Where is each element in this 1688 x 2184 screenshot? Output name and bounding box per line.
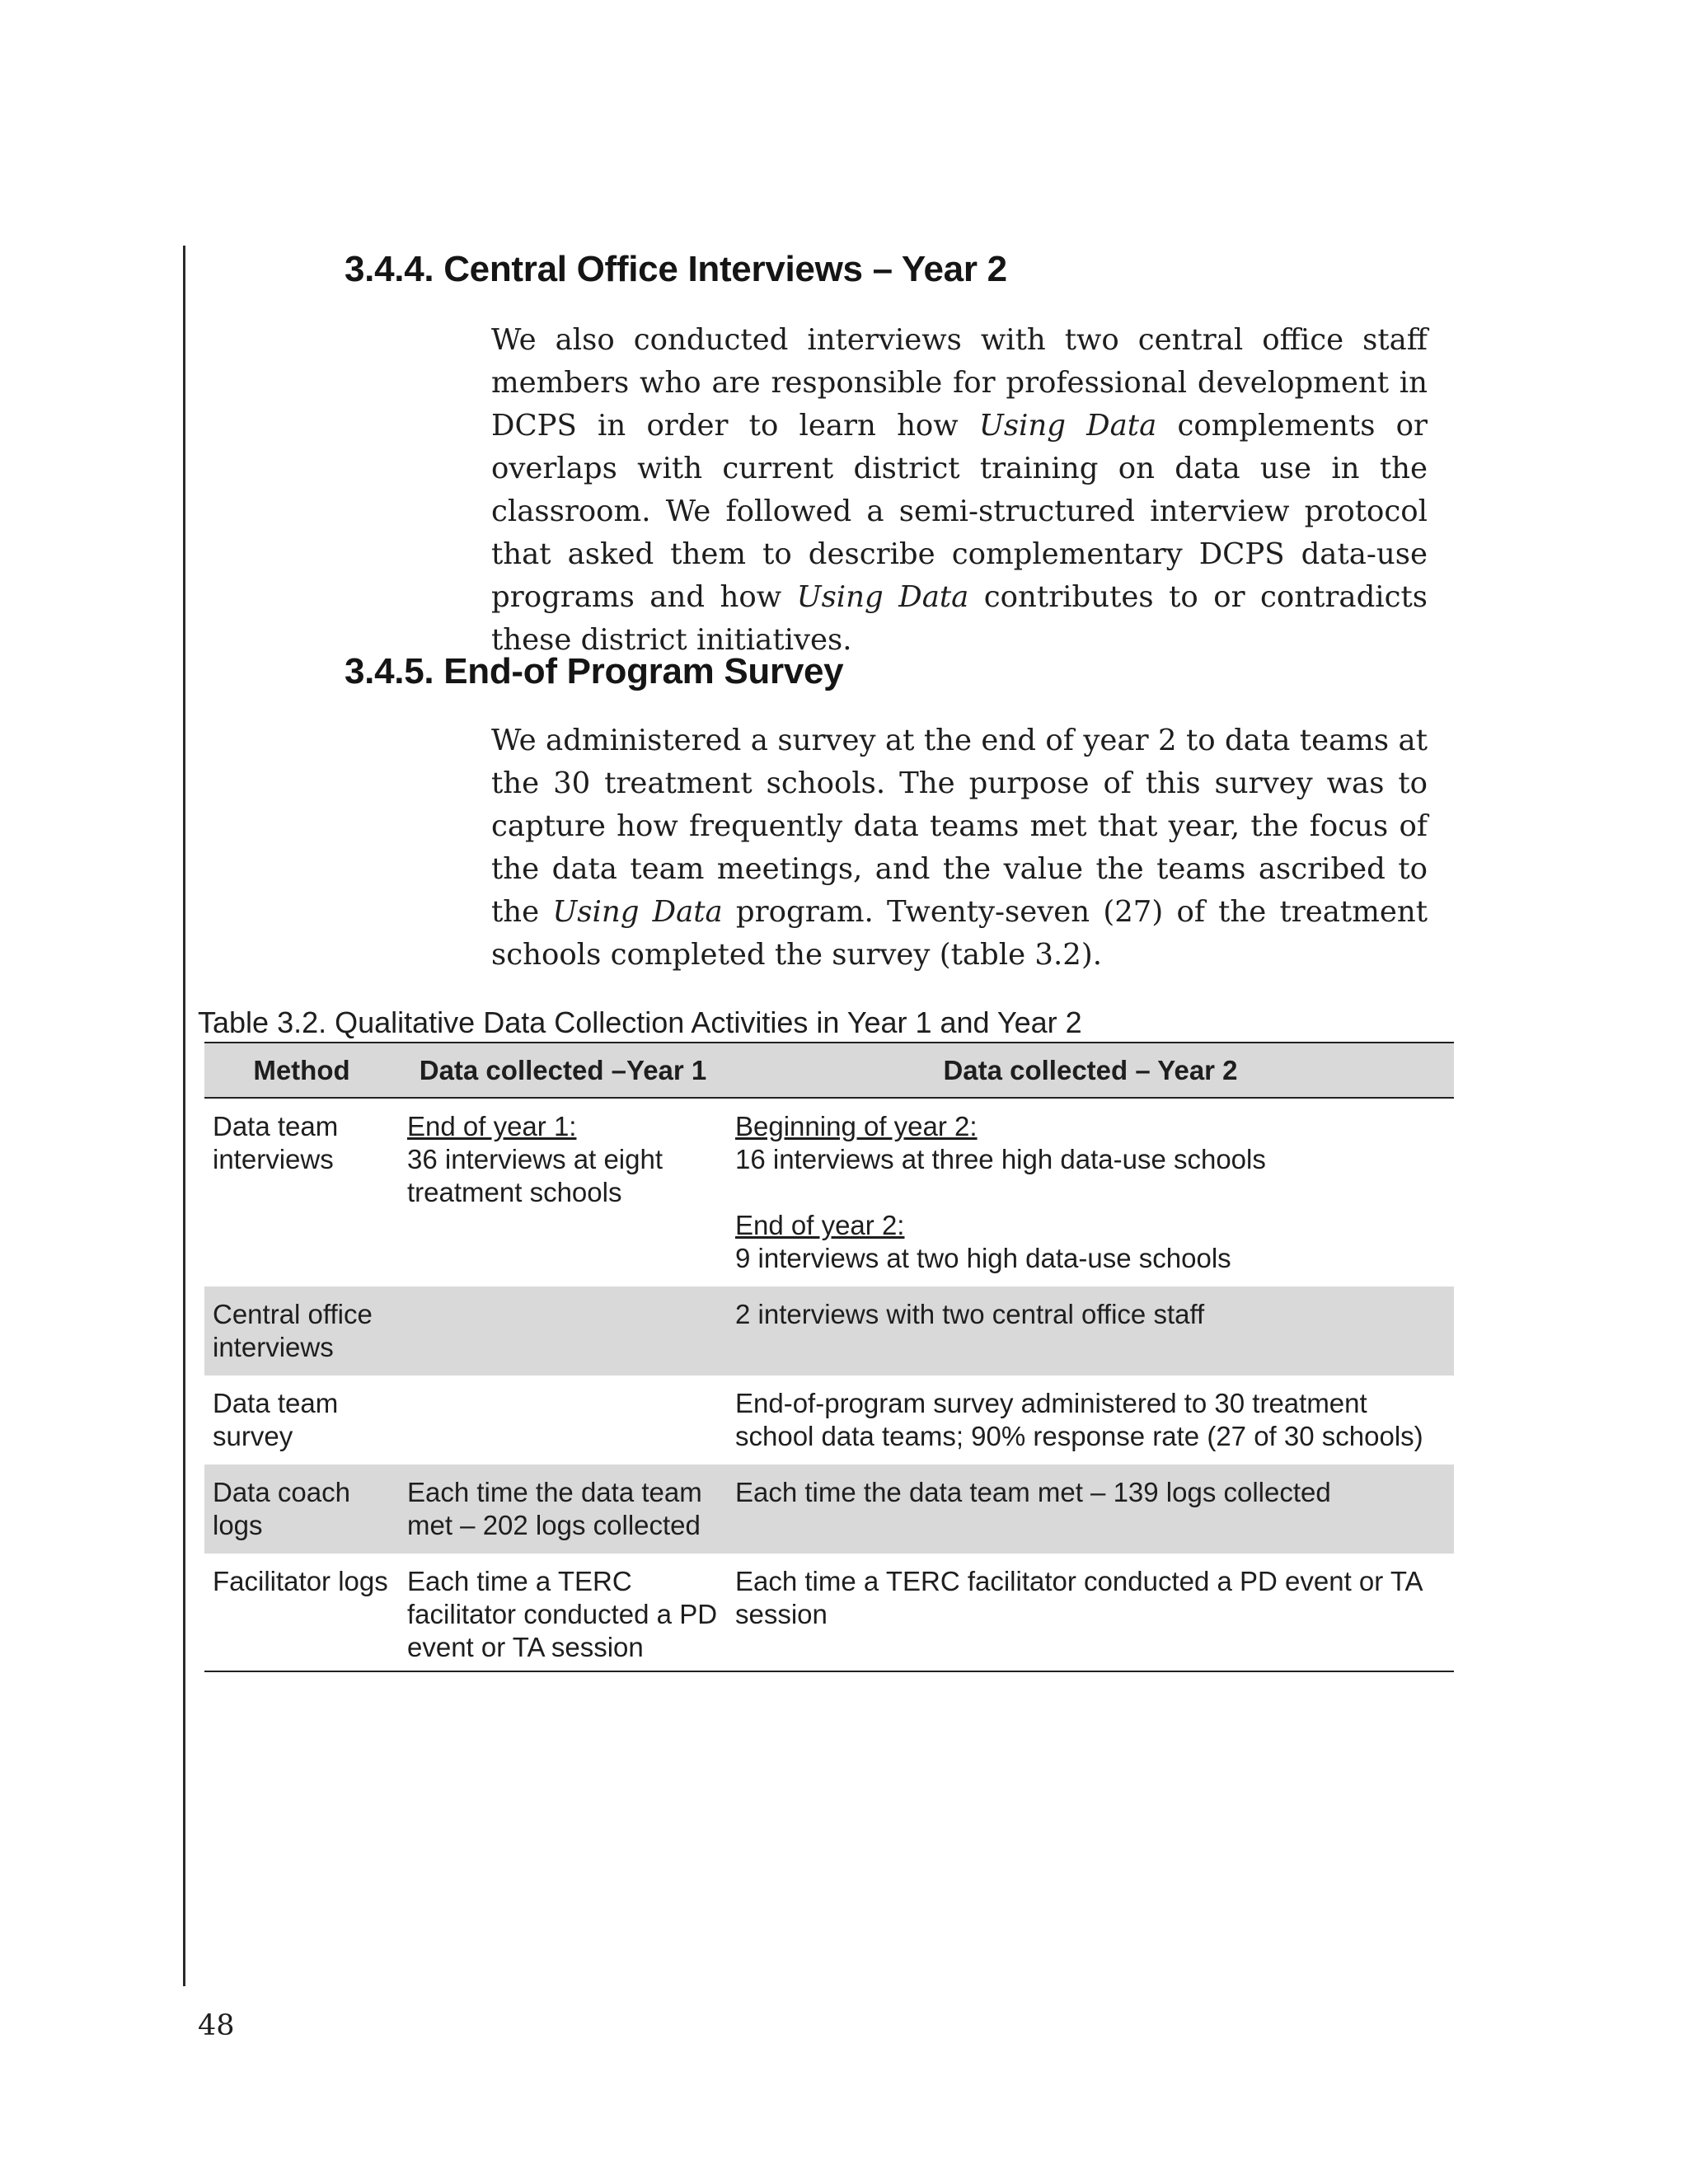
cell-text: 36 interviews at eight treatment schools [407, 1144, 663, 1207]
cell-year1 [399, 1376, 727, 1465]
cell-spacer [735, 1176, 1446, 1209]
section-paragraph-3-4-5 [491, 719, 1428, 977]
cell-year2: Each time the data team met – 139 logs collected [727, 1465, 1454, 1554]
cell-method: Data coach logs [204, 1465, 399, 1554]
table-row [204, 1098, 1454, 1286]
italic-title: Using Data [796, 580, 969, 614]
column-header-year2: Data collected – Year 2 [727, 1043, 1454, 1098]
cell-year2 [727, 1098, 1454, 1286]
column-header-method: Method [204, 1043, 399, 1098]
cell-year1: Each time a TERC facilitator conducted a PD event or TA session [399, 1554, 727, 1671]
section-heading-3-4-4: 3.4.4. Central Office Interviews – Year 2 [345, 249, 1007, 289]
paragraph-text: program. Twenty-seven (27) of the treatment schools completed the survey (table 3.2). [491, 895, 1428, 972]
cell-year2: End-of-program survey administered to 30 treatment school data teams; 90% response rate (27 of 30 schools) [735, 1388, 1423, 1451]
cell-subheading: End of year 1: [407, 1111, 577, 1141]
data-collection-table [204, 1042, 1454, 1672]
column-header-year1: Data collected –Year 1 [399, 1043, 727, 1098]
section-paragraph-3-4-4 [491, 319, 1428, 662]
cell-method: Data team interviews [213, 1111, 339, 1174]
cell-method: Central office interviews [204, 1286, 399, 1376]
page-number: 48 [198, 2009, 235, 2042]
italic-title: Using Data [978, 409, 1157, 443]
paragraph-text: We administered a survey at the end of year 2 to data teams at the 30 treatment schools. The purpose of this survey was to capture how frequently data teams met that year, the focus of the data team meetings, and the value the teams ascribed to the [491, 724, 1428, 929]
table-row [204, 1376, 1454, 1465]
section-heading-3-4-5: 3.4.5. End-of Program Survey [345, 651, 844, 691]
table-header-row [204, 1043, 1454, 1098]
cell-subheading: Beginning of year 2: [735, 1111, 978, 1141]
cell-method: Facilitator logs [204, 1554, 399, 1671]
italic-title: Using Data [552, 895, 723, 929]
cell-year2: 2 interviews with two central office staff [727, 1286, 1454, 1376]
cell-year1 [399, 1286, 727, 1376]
table-caption: Table 3.2. Qualitative Data Collection Activities in Year 1 and Year 2 [198, 1005, 1082, 1039]
cell-text: 9 interviews at two high data-use schools [735, 1243, 1231, 1273]
cell-year1 [399, 1098, 727, 1286]
paragraph-text: complements or overlaps with current district training on data use in the classroom. We followed a semi-structured interview protocol that asked them to describe complementary DCPS data-use programs and how [491, 409, 1428, 614]
cell-year2: Each time a TERC facilitator conducted a PD event or TA session [727, 1554, 1454, 1671]
cell-year1: Each time the data team met – 202 logs collected [399, 1465, 727, 1554]
cell-subheading: End of year 2: [735, 1210, 905, 1240]
table-row [204, 1554, 1454, 1671]
cell-method: Data team survey [213, 1388, 339, 1451]
cell-text: 16 interviews at three high data-use schools [735, 1144, 1266, 1174]
paragraph-text: contributes to or contradicts these district initiatives. [491, 580, 1428, 657]
paragraph-text: We also conducted interviews with two central office staff members who are responsible for professional development in DCPS in order to learn how [491, 323, 1428, 443]
table-row [204, 1286, 1454, 1376]
table-row [204, 1465, 1454, 1554]
margin-rule [183, 246, 185, 1986]
